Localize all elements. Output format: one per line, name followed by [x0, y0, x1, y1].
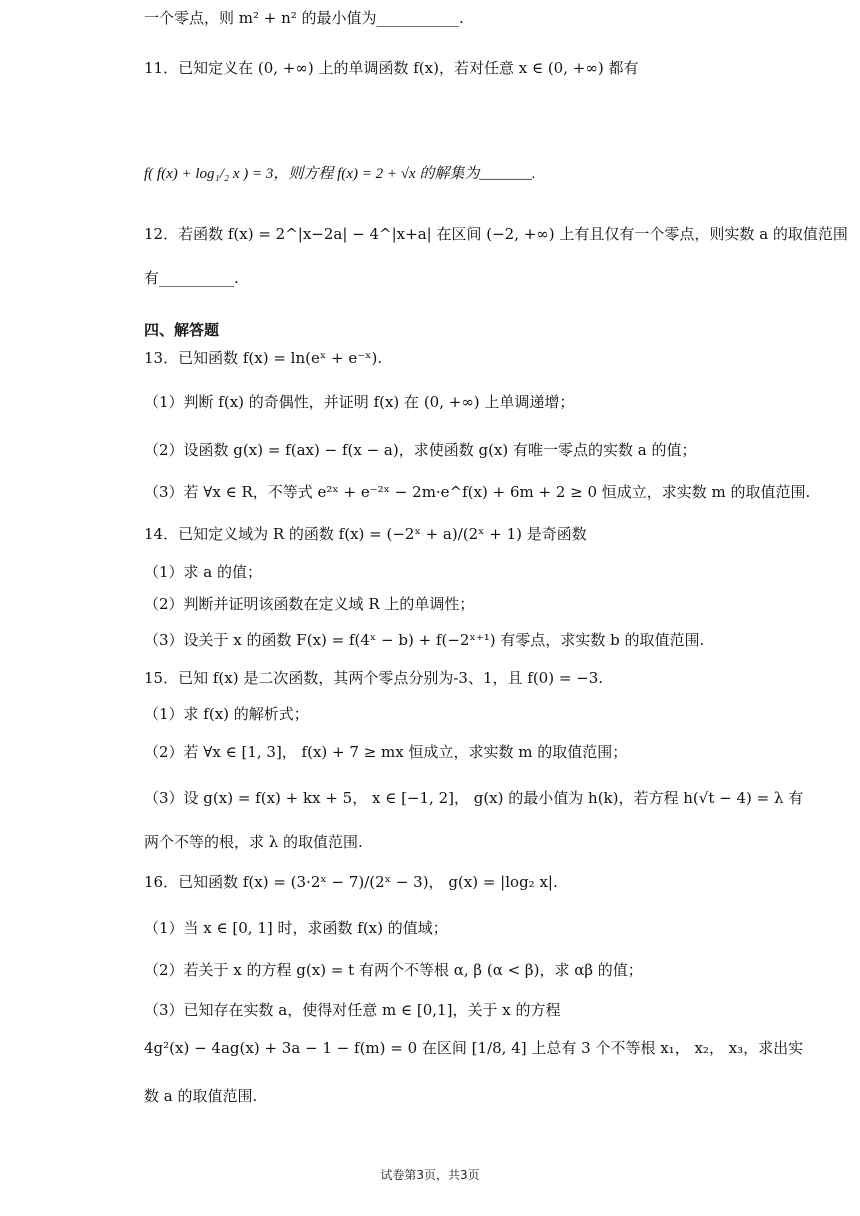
question-16-part-3: （3）已知存在实数 a，使得对任意 m ∈ [0,1]，关于 x 的方程 — [144, 1001, 561, 1019]
section-heading-answer: 四、解答题 — [144, 321, 220, 339]
question-12-line-2: 有__________. — [144, 269, 239, 287]
question-16-part-1: （1）当 x ∈ [0, 1] 时，求函数 f(x) 的值域； — [144, 919, 448, 937]
question-15-stem: 15．已知 f(x) 是二次函数，其两个零点分别为-3、1，且 f(0) = −3. — [144, 669, 604, 687]
question-11-line-2: f( f(x) + log₁/₂ x ) = 3，则方程 f(x) = 2 + √x 的解集为_______. — [144, 166, 536, 182]
question-14-part-2: （2）判断并证明该函数在定义域 R 上的单调性； — [144, 595, 475, 613]
question-14-stem: 14．已知定义域为 R 的函数 f(x) = (−2ˣ + a)/(2ˣ + 1) 是奇函数 — [144, 525, 587, 543]
question-15-part-3: （3）设 g(x) = f(x) + kx + 5， x ∈ [−1, 2]， g(x) 的最小值为 h(k)，若方程 h(√t − 4) = λ 有 — [144, 789, 804, 807]
question-13-part-2: （2）设函数 g(x) = f(ax) − f(x − a)，求使函数 g(x) 有唯一零点的实数 a 的值； — [144, 441, 697, 459]
question-16-part-3-equation: 4g²(x) − 4ag(x) + 3a − 1 − f(m) = 0 在区间 [1/8, 4] 上总有 3 个不等根 x₁， x₂， x₃，求出实 — [144, 1039, 804, 1057]
text-line-fill-blank-10-end: 一个零点，则 m² + n² 的最小值为___________. — [144, 9, 464, 27]
question-15-part-2: （2）若 ∀x ∈ [1, 3]， f(x) + 7 ≥ mx 恒成立，求实数 m 的取值范围； — [144, 743, 628, 761]
page-footer: 试卷第3页，共3页 — [380, 1168, 480, 1182]
question-14-part-3: （3）设关于 x 的函数 F(x) = f(4ˣ − b) + f(−2ˣ⁺¹) 有零点，求实数 b 的取值范围. — [144, 631, 705, 649]
question-16-part-3-cont: 数 a 的取值范围. — [144, 1087, 258, 1105]
question-15-part-1: （1）求 f(x) 的解析式； — [144, 705, 309, 723]
question-11-line-1: 11．已知定义在 (0, +∞) 上的单调函数 f(x)，若对任意 x ∈ (0, +∞) 都有 — [144, 59, 639, 77]
question-14-part-1: （1）求 a 的值； — [144, 563, 263, 581]
question-12-line-1: 12．若函数 f(x) = 2^|x−2a| − 4^|x+a| 在区间 (−2, +∞) 上有且仅有一个零点，则实数 a 的取值范围 — [144, 225, 848, 243]
question-13-stem: 13．已知函数 f(x) = ln(eˣ + e⁻ˣ). — [144, 349, 383, 367]
question-13-part-3: （3）若 ∀x ∈ R，不等式 e²ˣ + e⁻²ˣ − 2m·e^f(x) + 6m + 2 ≥ 0 恒成立，求实数 m 的取值范围. — [144, 483, 811, 501]
question-16-part-2: （2）若关于 x 的方程 g(x) = t 有两个不等根 α, β (α < β)，求 αβ 的值； — [144, 961, 643, 979]
question-16-stem: 16．已知函数 f(x) = (3·2ˣ − 7)/(2ˣ − 3)， g(x) = |log₂ x|. — [144, 873, 558, 891]
question-13-part-1: （1）判断 f(x) 的奇偶性，并证明 f(x) 在 (0, +∞) 上单调递增； — [144, 393, 575, 411]
question-15-part-3-cont: 两个不等的根，求 λ 的取值范围. — [144, 833, 363, 851]
